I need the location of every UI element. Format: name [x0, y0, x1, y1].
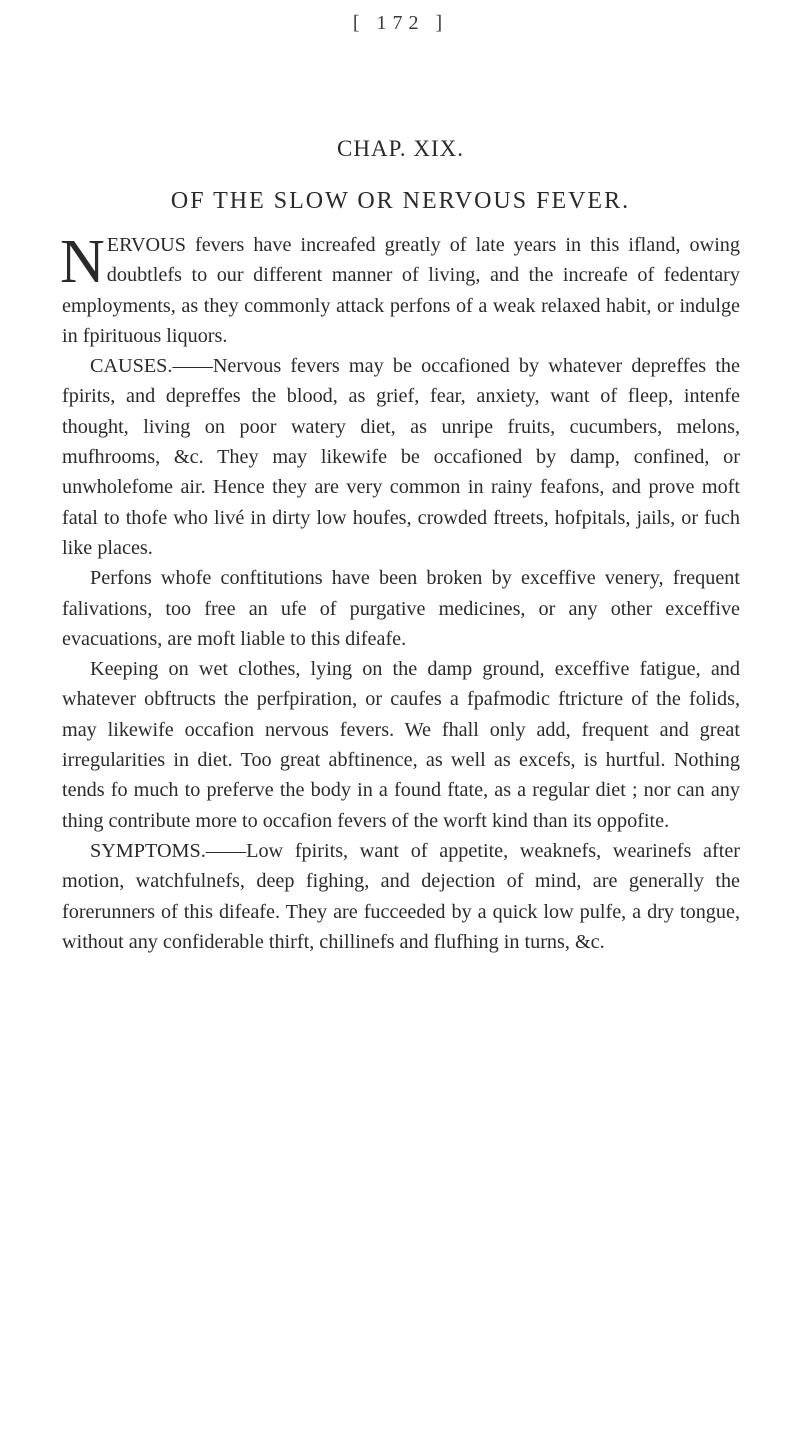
paragraph-constitutions: Perfons whofe conftitutions have been broken by exceffive venery, frequent falivations, too free an ufe of purgative medicines, or any other exceffive evacuations, are moft liable to this difeafe. [62, 567, 740, 650]
drop-cap: N [60, 228, 105, 296]
paragraph-symptoms: SYMPTOMS.——Low fpirits, want of appetite, weaknefs, wearinefs after motion, watchfulnefs, deep fighing, and dejection of mind, are generally the forerunners of this difeafe. They are fucceeded by a quick low pulfe, a dry tongue, without any confiderable thirft, chillinefs and flufhing in turns, &c. [62, 839, 740, 953]
chapter-title: CHAP. XIX. [337, 136, 464, 161]
section-title: OF THE SLOW OR NERVOUS FEVER. [170, 188, 631, 214]
paragraph-intro [62, 230, 740, 351]
page-number: [ 172 ] [352, 12, 449, 34]
body-text [62, 230, 740, 957]
paragraph-wet-clothes: Keeping on wet clothes, lying on the damp ground, exceffive fatigue, and whatever obftructs the perfpiration, or caufes a fpafmodic ftricture of the folids, may likewife occafion nervous fevers. We fhall only add, frequent and great irregularities in diet. Too great abftinence, as well as excefs, is hurtful. Nothing tends fo much to preferve the body in a found ftate, as a regular diet ; nor can any thing contribute more to occafion fevers of the worft kind than its oppofite. [62, 658, 740, 832]
paragraph-causes: CAUSES.——Nervous fevers may be occafioned by whatever depreffes the fpirits, and depreffes the blood, as grief, fear, anxiety, want of fleep, intenfe thought, living on poor watery diet, as unripe fruits, cucumbers, melons, mufhrooms, &c. They may likewife be occafioned by damp, confined, or unwholefome air. Hence they are very common in rainy feafons, and prove moft fatal to thofe who livé in dirty low houfes, crowded ftreets, hofpitals, jails, or fuch like places. [62, 355, 740, 559]
paragraph-intro-text: ERVOUS fevers have increafed greatly of late years in this ifland, owing doubtlefs to our different manner of living, and the increafe of fedentary employments, as they commonly attack perfons of a weak relaxed habit, or indulge in fpirituous liquors. [62, 234, 740, 347]
